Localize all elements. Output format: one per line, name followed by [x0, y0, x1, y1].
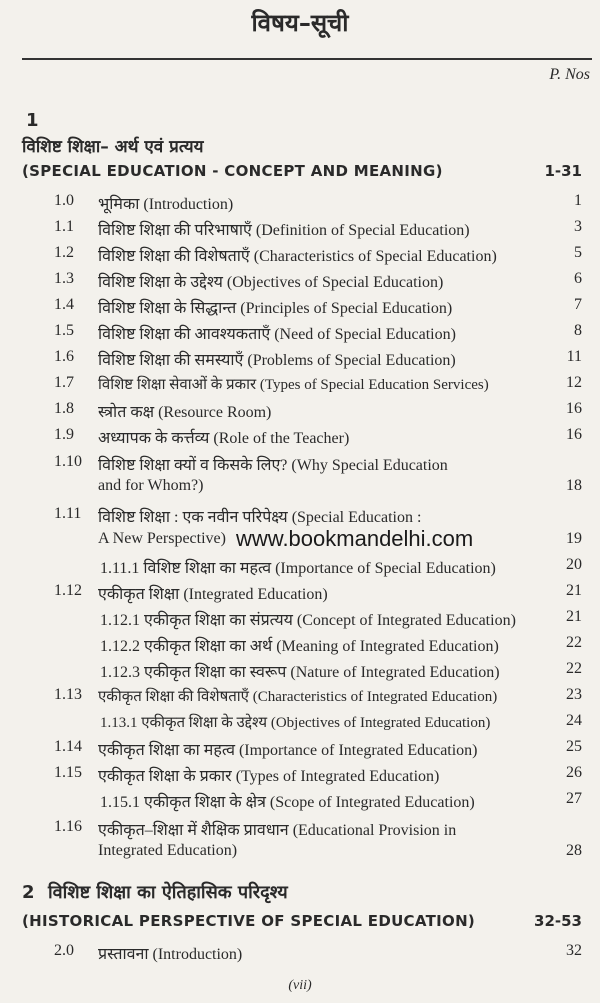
- toc-entry: [0, 818, 600, 844]
- entry-number: 1.3: [54, 270, 74, 287]
- entry-page: 6: [574, 270, 582, 287]
- entry-title: विशिष्ट शिक्षा की परिभाषाएँ (Definition of Special Education): [98, 222, 470, 239]
- toc-subentry: [0, 790, 600, 816]
- toc-entry: [0, 426, 600, 452]
- chapter-2-title-hindi: विशिष्ट शिक्षा का ऐतिहासिक परिदृश्य: [48, 882, 288, 903]
- entry-continuation: and for Whom?): [98, 477, 204, 494]
- chapter-1-title-hindi: विशिष्ट शिक्षा– अर्थ एवं प्रत्यय: [22, 137, 204, 157]
- entry-title: विशिष्ट शिक्षा क्यों व किसके लिए? (Why Special Education: [98, 457, 448, 474]
- entry-title: 1.12.3 एकीकृत शिक्षा का स्वरूप (Nature of Integrated Education): [100, 664, 500, 681]
- entry-page: 22: [566, 660, 582, 677]
- toc-entry: [0, 192, 600, 218]
- entry-page: 20: [566, 556, 582, 573]
- entry-page: 21: [566, 608, 582, 625]
- entry-page: 25: [566, 738, 582, 755]
- entry-page: 3: [574, 218, 582, 235]
- entry-title: एकीकृत शिक्षा के प्रकार (Types of Integrated Education): [98, 768, 440, 785]
- watermark-url: www.bookmandelhi.com: [236, 526, 474, 551]
- entry-title: 1.13.1 एकीकृत शिक्षा के उद्देश्य (Objectives of Integrated Education): [100, 715, 491, 731]
- toc-entry: [0, 764, 600, 790]
- toc-entry: [0, 453, 600, 479]
- entry-title: 1.12.2 एकीकृत शिक्षा का अर्थ (Meaning of Integrated Education): [100, 638, 499, 655]
- entry-page: 32: [566, 942, 582, 959]
- entry-title: अध्यापक के कर्त्तव्य (Role of the Teacher): [98, 430, 350, 447]
- chapter-2-pages: 32-53: [534, 912, 582, 930]
- entry-title: एकीकृत शिक्षा (Integrated Education): [98, 586, 328, 603]
- entry-number: 1.9: [54, 426, 74, 443]
- chapter-2-title-english: (HISTORICAL PERSPECTIVE OF SPECIAL EDUCATION): [22, 912, 476, 930]
- entry-title: एकीकृत शिक्षा का महत्व (Importance of Integrated Education): [98, 742, 478, 759]
- entry-page: 26: [566, 764, 582, 781]
- entry-number: 2.0: [54, 942, 74, 959]
- page-numbers-label: P. Nos: [549, 66, 590, 83]
- entry-title: विशिष्ट शिक्षा की समस्याएँ (Problems of Special Education): [98, 352, 456, 369]
- toc-subentry: [0, 608, 600, 634]
- entry-title: विशिष्ट शिक्षा के सिद्धान्त (Principles of Special Education): [98, 300, 453, 317]
- entry-page: 12: [566, 374, 582, 391]
- entry-continuation: A New Perspective): [98, 530, 226, 547]
- entry-page: 27: [566, 790, 582, 807]
- entry-page: 1: [574, 192, 582, 209]
- toc-entry: [0, 942, 600, 968]
- entry-number: 1.15: [54, 764, 82, 781]
- entry-page: 11: [566, 348, 582, 365]
- entry-title: 1.12.1 एकीकृत शिक्षा का संप्रत्यय (Concept of Integrated Education): [100, 612, 516, 629]
- toc-entry: [0, 374, 600, 400]
- entry-page: 16: [566, 400, 582, 417]
- entry-title: एकीकृत–शिक्षा में शैक्षिक प्रावधान (Educational Provision in: [98, 822, 457, 839]
- entry-title: विशिष्ट शिक्षा के उद्देश्य (Objectives of Special Education): [98, 274, 444, 291]
- entry-title: विशिष्ट शिक्षा की विशेषताएँ (Characteristics of Special Education): [98, 248, 497, 265]
- entry-title: स्त्रोत कक्ष (Resource Room): [98, 404, 272, 421]
- chapter-1-number: 1: [26, 110, 39, 131]
- toc-subentry: [0, 556, 600, 582]
- toc-entry: [0, 270, 600, 296]
- entry-number: 1.0: [54, 192, 74, 209]
- toc-entry: [0, 738, 600, 764]
- toc-entry-page-row: [0, 477, 600, 503]
- entry-title: प्रस्तावना (Introduction): [98, 946, 243, 963]
- toc-entry: [0, 582, 600, 608]
- entry-title: एकीकृत शिक्षा की विशेषताएँ (Characteristics of Integrated Education): [98, 689, 498, 705]
- entry-page: 21: [566, 582, 582, 599]
- toc-subentry: [0, 634, 600, 660]
- toc-entry: [0, 322, 600, 348]
- entry-page: 24: [566, 712, 582, 729]
- entry-number: 1.1: [54, 218, 74, 235]
- toc-entry: [0, 348, 600, 374]
- toc-entry-page-row: [0, 842, 600, 868]
- entry-title: विशिष्ट शिक्षा की आवश्यकताएँ (Need of Special Education): [98, 326, 456, 343]
- entry-number: 1.8: [54, 400, 74, 417]
- entry-number: 1.12: [54, 582, 82, 599]
- entry-page: 23: [566, 686, 582, 703]
- entry-number: 1.5: [54, 322, 74, 339]
- toc-entry: [0, 686, 600, 712]
- entry-title: विशिष्ट शिक्षा सेवाओं के प्रकार (Types of Special Education Services): [98, 377, 489, 393]
- entry-title: 1.15.1 एकीकृत शिक्षा के क्षेत्र (Scope of Integrated Education): [100, 794, 475, 811]
- toc-entry: [0, 244, 600, 270]
- entry-number: 1.2: [54, 244, 74, 261]
- entry-number: 1.16: [54, 818, 82, 835]
- entry-number: 1.7: [54, 374, 74, 391]
- entry-number: 1.10: [54, 453, 82, 470]
- page-title: विषय–सूची: [251, 9, 349, 37]
- entry-number: 1.13: [54, 686, 82, 703]
- entry-number: 1.4: [54, 296, 74, 313]
- toc-subentry: [0, 712, 600, 738]
- entry-page: 16: [566, 426, 582, 443]
- entry-number: 1.6: [54, 348, 74, 365]
- toc-subentry: [0, 660, 600, 686]
- chapter-1-pages: 1-31: [544, 162, 582, 180]
- entry-page: 8: [574, 322, 582, 339]
- entry-page: 22: [566, 634, 582, 651]
- toc-entry: [0, 400, 600, 426]
- toc-entry: [0, 218, 600, 244]
- entry-continuation: Integrated Education): [98, 842, 238, 859]
- entry-page: 5: [574, 244, 582, 261]
- entry-page: 28: [566, 842, 582, 859]
- entry-title: विशिष्ट शिक्षा : एक नवीन परिपेक्ष्य (Special Education :: [98, 509, 422, 526]
- entry-title: भूमिका (Introduction): [98, 196, 234, 213]
- entry-page: 19: [566, 530, 582, 547]
- chapter-2-number: 2: [22, 882, 35, 903]
- entry-page: 18: [566, 477, 582, 494]
- chapter-1-title-english: (SPECIAL EDUCATION - CONCEPT AND MEANING): [22, 162, 443, 180]
- entry-number: 1.11: [54, 505, 82, 522]
- entry-page: 7: [574, 296, 582, 313]
- entry-title: 1.11.1 विशिष्ट शिक्षा का महत्व (Importance of Special Education): [100, 560, 496, 577]
- toc-entry: [0, 296, 600, 322]
- page-footer-number: (vii): [288, 978, 312, 993]
- entry-number: 1.14: [54, 738, 82, 755]
- header-rule: [22, 58, 592, 60]
